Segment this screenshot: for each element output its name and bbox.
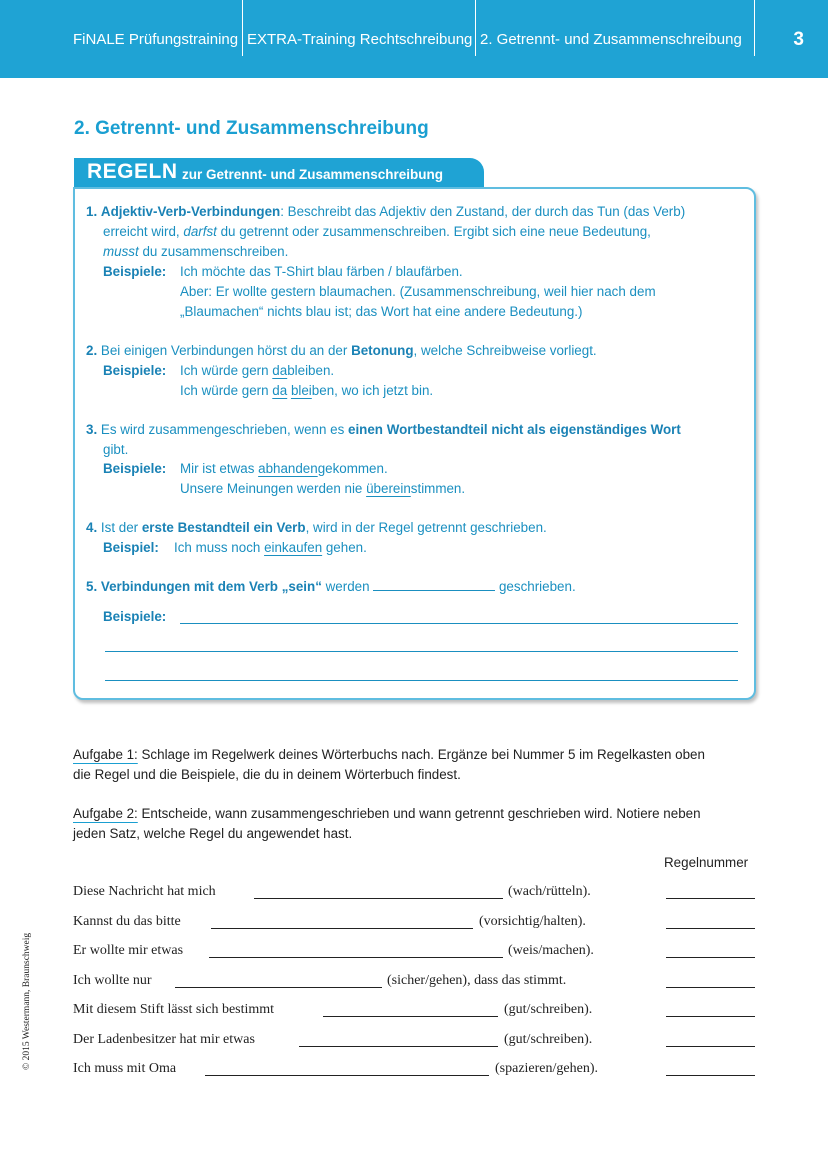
rule-2-example-2: Ich würde gern da bleiben, wo ich jetzt bin.: [180, 383, 434, 398]
page-title: 2. Getrennt- und Zusammenschreibung: [74, 118, 429, 139]
rules-tab-subtitle: zur Getrennt- und Zusammenschreibung: [182, 167, 444, 182]
breadcrumb-chapter: 2. Getrennt- und Zusammenschreibung: [480, 31, 742, 48]
rule-number-header: Regelnummer: [664, 855, 749, 870]
rule-1-line-1: 1. Adjektiv-Verb-Verbindungen: Beschreibt das Adjektiv den Zustand, der durch das Tun (das Verb): [86, 204, 686, 219]
rule-3-line-2: gibt.: [103, 442, 129, 457]
exercise-5-rule-number-blank[interactable]: [666, 1016, 755, 1017]
exercise-3-before: Er wollte mir etwas: [73, 943, 184, 958]
exercise-2-after: (vorsichtig/halten).: [479, 914, 586, 929]
task-1-line-1: Aufgabe 1: Schlage im Regelwerk deines Wörterbuchs nach. Ergänze bei Nummer 5 im Regelkasten oben: [73, 747, 705, 762]
exercise-5-answer-blank[interactable]: [323, 1016, 498, 1017]
rule-5-label: Beispiele:: [103, 609, 167, 624]
exercise-4-before: Ich wollte nur: [73, 973, 152, 988]
exercise-4-after: (sicher/gehen), dass das stimmt.: [387, 973, 567, 988]
exercise-1-before: Diese Nachricht hat mich: [73, 884, 216, 899]
exercise-3-answer-blank[interactable]: [209, 957, 503, 958]
rule-3-label: Beispiele:: [103, 461, 167, 476]
breadcrumb-separator: [475, 0, 476, 56]
page-number: 3: [793, 29, 804, 50]
exercise-3-rule-number-blank[interactable]: [666, 957, 755, 958]
task-2-line-2: jeden Satz, welche Regel du angewendet hast.: [73, 826, 353, 841]
rule-5-example-line-2[interactable]: [105, 651, 738, 652]
exercise-4-answer-blank[interactable]: [175, 987, 382, 988]
rule-3-example-1: Mir ist etwas abhandengekommen.: [180, 461, 388, 476]
rule-2-example-1: Ich würde gern dableiben.: [180, 363, 335, 378]
exercise-2-rule-number-blank[interactable]: [666, 928, 755, 929]
rule-3-line-1: 3. Es wird zusammengeschrieben, wenn es einen Wortbestandteil nicht als eigenständiges Wort: [86, 422, 681, 437]
rule-4-label: Beispiel:: [103, 540, 159, 555]
exercise-1-rule-number-blank[interactable]: [666, 898, 755, 899]
rule-3-example-2: Unsere Meinungen werden nie übereinstimmen.: [180, 481, 466, 496]
rule-1-line-3: musst du zusammenschreiben.: [103, 244, 289, 259]
exercise-5-before: Mit diesem Stift lässt sich bestimmt: [73, 1002, 275, 1017]
exercise-3-after: (weis/machen).: [508, 943, 594, 958]
exercise-6-rule-number-blank[interactable]: [666, 1046, 755, 1047]
breadcrumb-book: EXTRA-Training Rechtschreibung: [247, 31, 473, 48]
breadcrumb-separator: [242, 0, 243, 56]
task-2-label: Aufgabe 2:: [73, 806, 138, 821]
rule-1-example-3: „Blaumachen“ nichts blau ist; das Wort hat eine andere Bedeutung.): [180, 304, 583, 319]
exercise-5-after: (gut/schreiben).: [504, 1002, 593, 1017]
rule-2-label: Beispiele:: [103, 363, 167, 378]
rule-1-line-2: erreicht wird, darfst du getrennt oder zusammenschreiben. Ergibt sich eine neue Bedeutung,: [103, 224, 651, 239]
task-2-line-1: Aufgabe 2: Entscheide, wann zusammengeschrieben und wann getrennt geschrieben wird. Notiere neben: [73, 806, 701, 821]
copyright-notice: © 2015 Westermann, Braunschweig: [22, 932, 32, 1070]
exercise-1-answer-blank[interactable]: [254, 898, 503, 899]
exercise-6-before: Der Ladenbesitzer hat mir etwas: [73, 1032, 255, 1047]
rule-4-example-1: Ich muss noch einkaufen gehen.: [174, 540, 367, 555]
rule-1-label: Beispiele:: [103, 264, 167, 279]
task-1-line-2: die Regel und die Beispiele, die du in deinem Wörterbuch findest.: [73, 767, 461, 782]
rule-5-example-line-1[interactable]: [180, 623, 738, 624]
rule-1-example-2: Aber: Er wollte gestern blaumachen. (Zusammenschreibung, weil hier nach dem: [180, 284, 656, 299]
task-1-label: Aufgabe 1:: [73, 747, 138, 762]
exercise-7-before: Ich muss mit Oma: [73, 1061, 177, 1076]
rule-5-line-1: 5. Verbindungen mit dem Verb „sein“ werden geschrieben.: [86, 579, 576, 594]
rule-1-example-1: Ich möchte das T-Shirt blau färben / blaufärben.: [180, 264, 463, 279]
exercise-4-rule-number-blank[interactable]: [666, 987, 755, 988]
rule-4-line-1: 4. Ist der erste Bestandteil ein Verb, wird in der Regel getrennt geschrieben.: [86, 520, 547, 535]
exercise-2-answer-blank[interactable]: [211, 928, 473, 929]
rules-tab-title: REGELN: [87, 160, 178, 183]
page-header: [0, 0, 828, 78]
exercise-6-after: (gut/schreiben).: [504, 1032, 593, 1047]
rule-2-line-1: 2. Bei einigen Verbindungen hörst du an der Betonung, welche Schreibweise vorliegt.: [86, 343, 597, 358]
exercise-7-after: (spazieren/gehen).: [495, 1061, 598, 1076]
rules-tab: [74, 158, 484, 188]
breadcrumb-series: FiNALE Prüfungstraining: [73, 31, 239, 48]
exercise-7-answer-blank[interactable]: [205, 1075, 489, 1076]
exercise-6-answer-blank[interactable]: [299, 1046, 498, 1047]
rule-5-example-line-3[interactable]: [105, 680, 738, 681]
rule-5-fill-blank[interactable]: [373, 579, 495, 591]
breadcrumb-separator: [754, 0, 755, 56]
exercise-1-after: (wach/rütteln).: [508, 884, 591, 899]
exercise-2-before: Kannst du das bitte: [73, 914, 181, 929]
exercise-7-rule-number-blank[interactable]: [666, 1075, 755, 1076]
